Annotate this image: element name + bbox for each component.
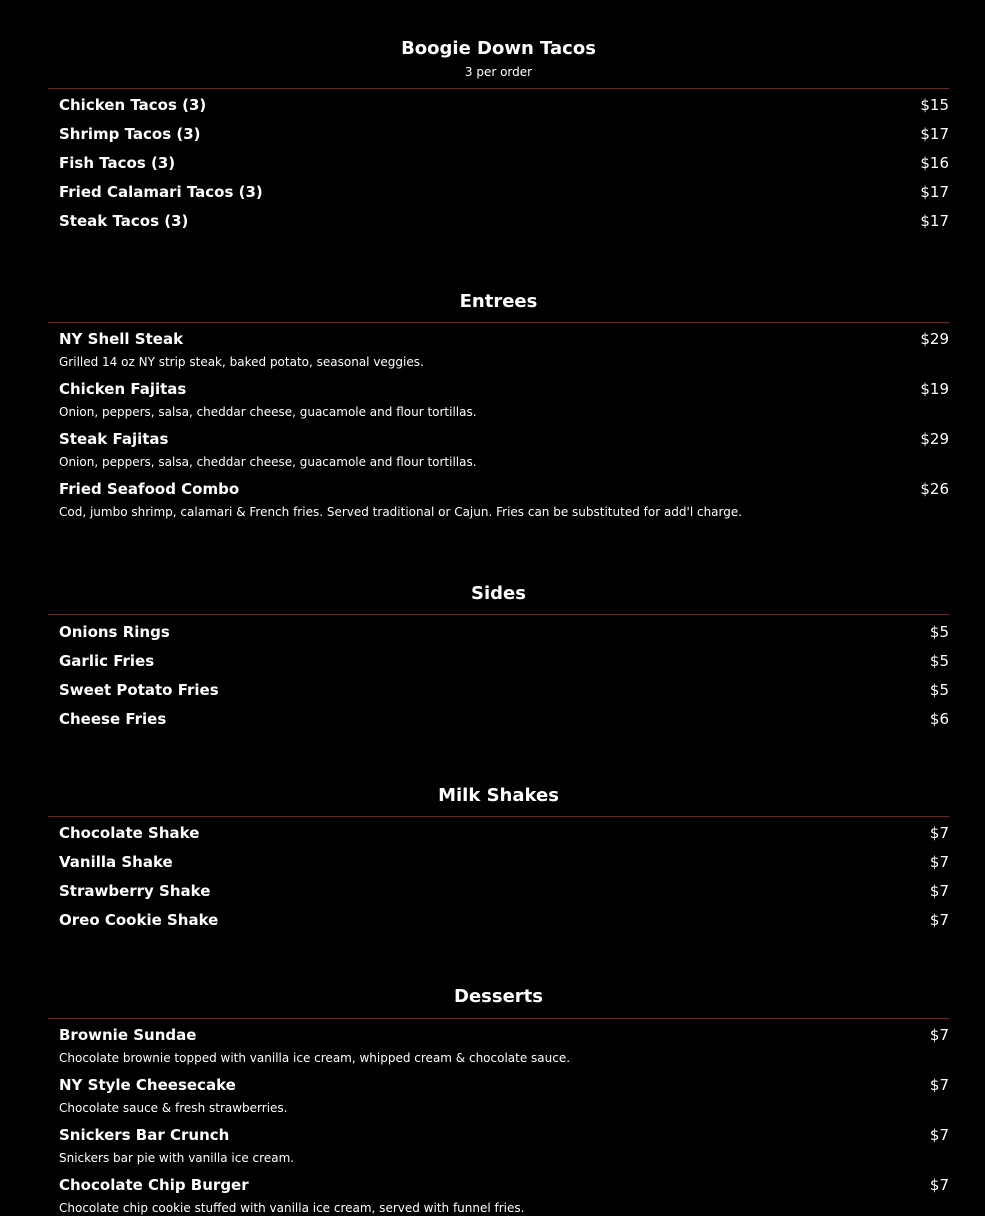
item-description: Cod, jumbo shrimp, calamari & French fries. Served traditional or Cajun. Fries can be substituted for add'l charge. — [59, 505, 743, 519]
item-price: $29 — [920, 330, 949, 348]
item-description: Chocolate brownie topped with vanilla ice cream, whipped cream & chocolate sauce. — [59, 1051, 571, 1065]
menu-item — [48, 125, 949, 143]
menu-item — [48, 380, 949, 420]
item-price: $26 — [920, 480, 949, 498]
menu-item — [48, 911, 949, 929]
item-name: Strawberry Shake — [59, 882, 211, 900]
item-name: Chocolate Shake — [59, 824, 200, 842]
item-description: Chocolate sauce & fresh strawberries. — [59, 1101, 288, 1115]
menu-item — [48, 154, 949, 172]
menu-item — [48, 330, 949, 370]
section-divider — [48, 614, 949, 615]
item-name: Chicken Tacos (3) — [59, 96, 207, 114]
item-price: $7 — [929, 1176, 949, 1194]
item-price: $5 — [929, 681, 949, 699]
item-name: Fish Tacos (3) — [59, 154, 176, 172]
item-price: $6 — [929, 710, 949, 728]
menu-item — [48, 183, 949, 201]
item-name: Shrimp Tacos (3) — [59, 125, 201, 143]
item-name: Sweet Potato Fries — [59, 681, 219, 699]
menu-item — [48, 710, 949, 728]
item-price: $17 — [920, 183, 949, 201]
item-price: $5 — [929, 623, 949, 641]
menu-item — [48, 681, 949, 699]
menu-item — [48, 1026, 949, 1066]
menu-item — [48, 1176, 949, 1216]
item-name: NY Style Cheesecake — [59, 1076, 236, 1094]
menu-item — [48, 480, 949, 520]
section-divider — [48, 88, 949, 89]
item-name: Fried Calamari Tacos (3) — [59, 183, 263, 201]
item-price: $29 — [920, 430, 949, 448]
section-divider — [48, 1018, 949, 1019]
menu-item — [48, 652, 949, 670]
menu-item — [48, 824, 949, 842]
section-subtitle: 3 per order — [464, 65, 533, 79]
item-price: $17 — [920, 125, 949, 143]
item-name: Steak Tacos (3) — [59, 212, 189, 230]
item-name: Brownie Sundae — [59, 1026, 197, 1044]
section-divider — [48, 816, 949, 817]
menu-item — [48, 882, 949, 900]
item-name: Cheese Fries — [59, 710, 167, 728]
item-price: $7 — [929, 1026, 949, 1044]
menu-item — [48, 623, 949, 641]
menu-item — [48, 96, 949, 114]
item-name: Chicken Fajitas — [59, 380, 187, 398]
item-name: NY Shell Steak — [59, 330, 184, 348]
section-tacos — [48, 38, 949, 230]
item-price: $7 — [929, 853, 949, 871]
section-sides — [48, 583, 949, 728]
section-title: Boogie Down Tacos — [401, 38, 596, 59]
item-name: Chocolate Chip Burger — [59, 1176, 249, 1194]
menu-item — [48, 430, 949, 470]
item-name: Garlic Fries — [59, 652, 155, 670]
section-divider — [48, 322, 949, 323]
item-price: $5 — [929, 652, 949, 670]
item-name: Snickers Bar Crunch — [59, 1126, 230, 1144]
section-title: Sides — [471, 583, 526, 604]
section-entrees — [48, 291, 949, 520]
item-name: Oreo Cookie Shake — [59, 911, 219, 929]
section-milk-shakes — [48, 785, 949, 929]
item-price: $19 — [920, 380, 949, 398]
item-description: Chocolate chip cookie stuffed with vanilla ice cream, served with funnel fries. — [59, 1201, 525, 1215]
item-price: $15 — [920, 96, 949, 114]
item-description: Snickers bar pie with vanilla ice cream. — [59, 1151, 295, 1165]
item-name: Vanilla Shake — [59, 853, 173, 871]
item-name: Steak Fajitas — [59, 430, 169, 448]
item-price: $16 — [920, 154, 949, 172]
item-price: $7 — [929, 911, 949, 929]
section-desserts — [48, 986, 949, 1216]
section-title: Desserts — [454, 986, 543, 1007]
item-name: Onions Rings — [59, 623, 170, 641]
menu-item — [48, 212, 949, 230]
section-title: Milk Shakes — [438, 785, 559, 806]
item-name: Fried Seafood Combo — [59, 480, 240, 498]
item-price: $7 — [929, 824, 949, 842]
item-price: $7 — [929, 882, 949, 900]
item-price: $17 — [920, 212, 949, 230]
menu-item — [48, 1076, 949, 1116]
item-description: Onion, peppers, salsa, cheddar cheese, guacamole and flour tortillas. — [59, 405, 477, 419]
item-description: Grilled 14 oz NY strip steak, baked potato, seasonal veggies. — [59, 355, 424, 369]
item-price: $7 — [929, 1126, 949, 1144]
menu-item — [48, 853, 949, 871]
item-price: $7 — [929, 1076, 949, 1094]
item-description: Onion, peppers, salsa, cheddar cheese, guacamole and flour tortillas. — [59, 455, 477, 469]
menu-item — [48, 1126, 949, 1166]
section-title: Entrees — [459, 291, 538, 312]
